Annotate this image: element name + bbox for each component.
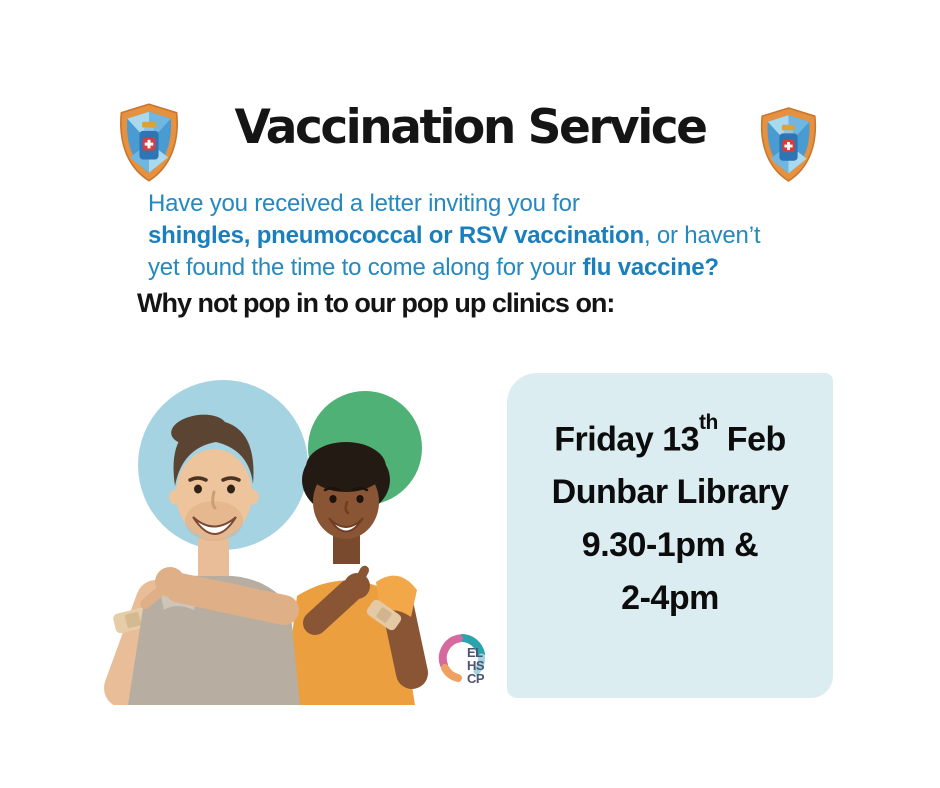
logo-arc-pink: [443, 639, 459, 666]
intro-line-3: [148, 252, 760, 284]
intro-segment: , or haven’t: [643, 222, 761, 249]
intro-segment: yet found the time to come along for your: [148, 254, 583, 281]
intro-segment: Have you received a letter inviting you for: [148, 190, 580, 217]
event-date-ordinal: th: [699, 410, 718, 434]
intro-segment-bold: flu vaccine?: [582, 254, 719, 281]
event-date-prefix: Friday 13: [554, 420, 700, 459]
logo-letter-hs: HS: [467, 658, 485, 673]
vaccinated-people-photo: [100, 368, 490, 705]
event-date-suffix: Feb: [717, 420, 786, 459]
event-date: [507, 405, 833, 466]
event-time-1: 9.30-1pm &: [581, 526, 759, 565]
event-location: Dunbar Library: [551, 473, 789, 512]
subheading: Why not pop in to our pop up clinics on:: [137, 288, 615, 318]
logo-letter-el: EL: [467, 645, 483, 660]
intro-segment-bold: shingles, pneumococcal or RSV vaccination: [148, 222, 644, 249]
vaccine-shield-icon: [756, 106, 821, 183]
event-card: [507, 373, 833, 698]
intro-text: [148, 188, 760, 284]
logo-letter-cp: CP: [467, 671, 485, 686]
logo-arc-orange: [445, 668, 458, 678]
page-title: Vaccination Service: [234, 100, 706, 155]
elhscp-logo: [436, 626, 502, 698]
intro-line-1: [148, 188, 760, 220]
event-time-2: 2-4pm: [621, 579, 719, 618]
intro-line-2: [148, 220, 760, 252]
